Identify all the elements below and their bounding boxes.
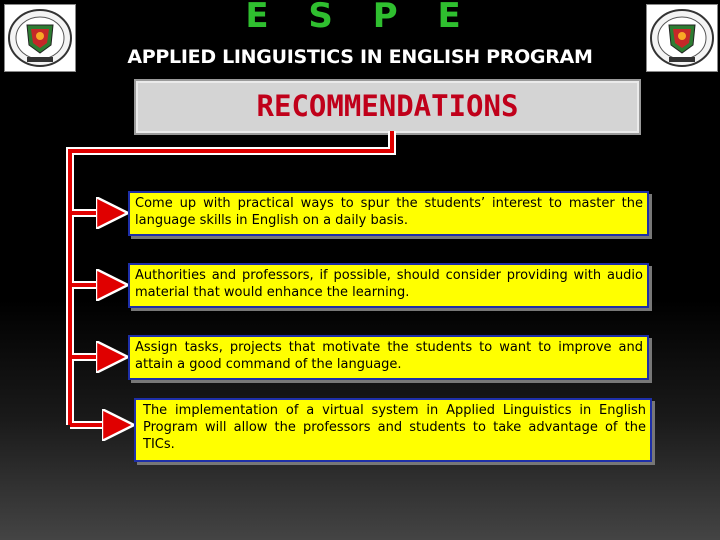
recommendation-box: The implementation of a virtual system in Applied Linguistics in English Program will allow the professors and students to take advantage of the TICs. (134, 398, 652, 462)
recommendation-box: Assign tasks, projects that motivate the students to want to improve and attain a good command of the language. (128, 335, 649, 380)
recommendation-box: Authorities and professors, if possible, should consider providing with audio material that would enhance the learning. (128, 263, 649, 308)
program-title: APPLIED LINGUISTICS IN ENGLISH PROGRAM (127, 46, 593, 68)
institution-name: E S P E (245, 0, 475, 36)
slide-title: RECOMMENDATIONS (256, 89, 519, 123)
recommendation-box: Come up with practical ways to spur the students’ interest to master the language skills in English on a daily basis. (128, 191, 649, 236)
